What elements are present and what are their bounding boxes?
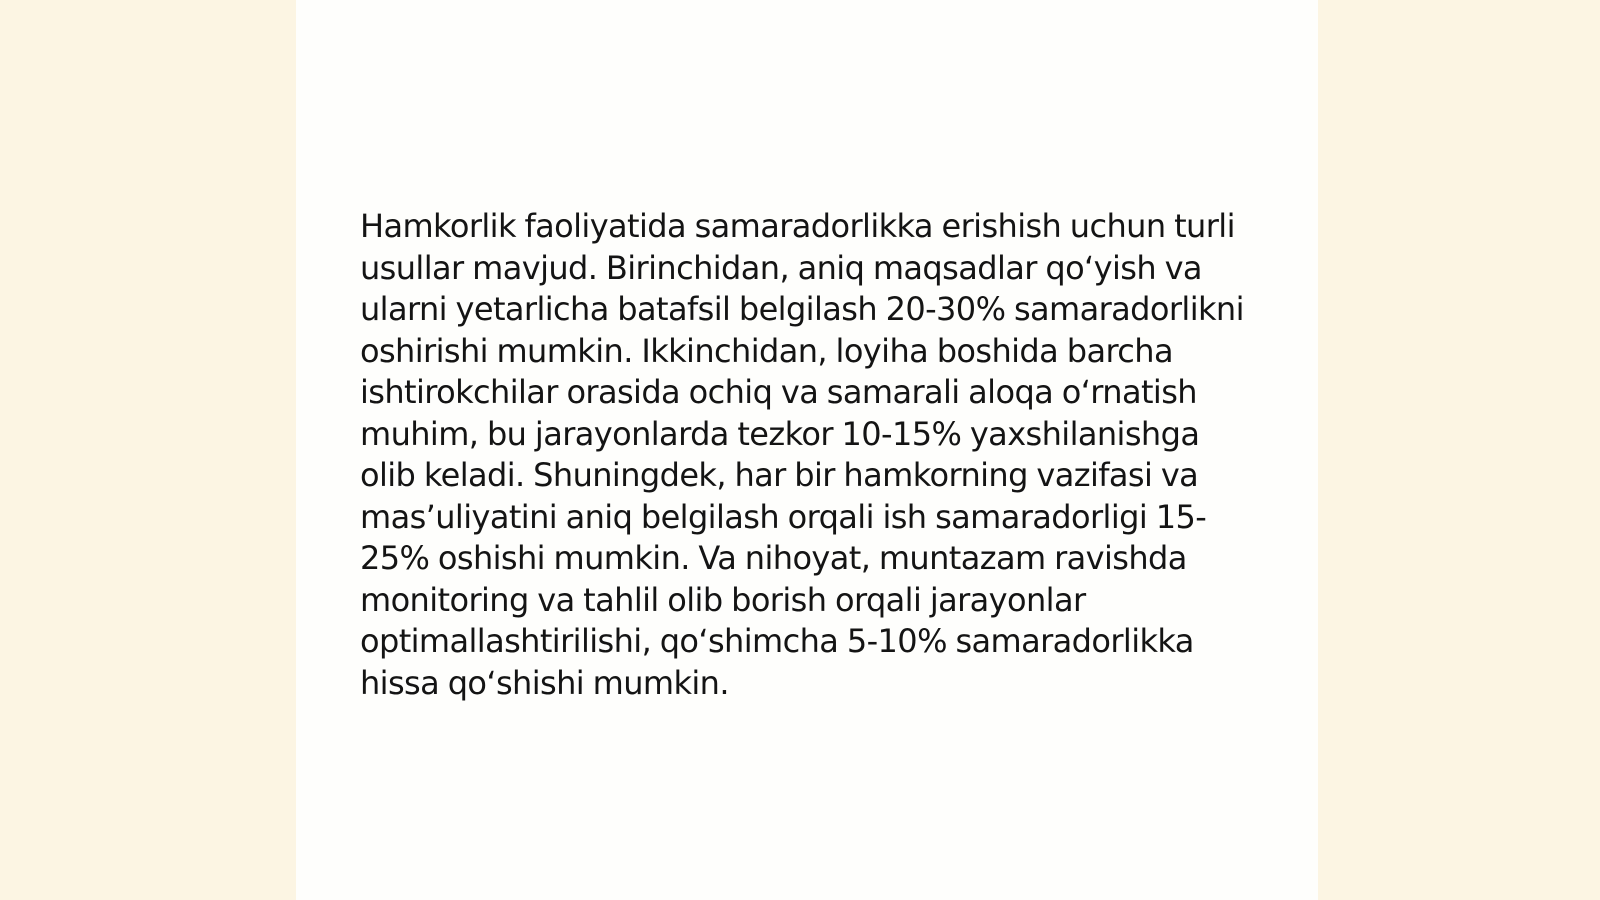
document-page — [296, 0, 1318, 900]
body-paragraph: Hamkorlik faoliyatida samaradorlikka erishish uchun turli usullar mavjud. Birinchidan, aniq maqsadlar qo‘yish va ularni yetarlicha batafsil belgilash 20-30% samaradorlikni oshirishi mumkin. Ikkinchidan, loyiha boshida barcha ishtirokchilar orasida ochiq va samarali aloqa o‘rnatish muhim, bu jarayonlarda tezkor 10-15% yaxshilanishga olib keladi. Shuningdek, har bir hamkorning vazifasi va mas’uliyatini aniq belgilash orqali ish samaradorligi 15-25% oshishi mumkin. Va nihoyat, muntazam ravishda monitoring va tahlil olib borish orqali jarayonlar optimallashtirilishi, qo‘shimcha 5-10% samaradorlikka hissa qo‘shishi mumkin. — [360, 207, 1244, 702]
